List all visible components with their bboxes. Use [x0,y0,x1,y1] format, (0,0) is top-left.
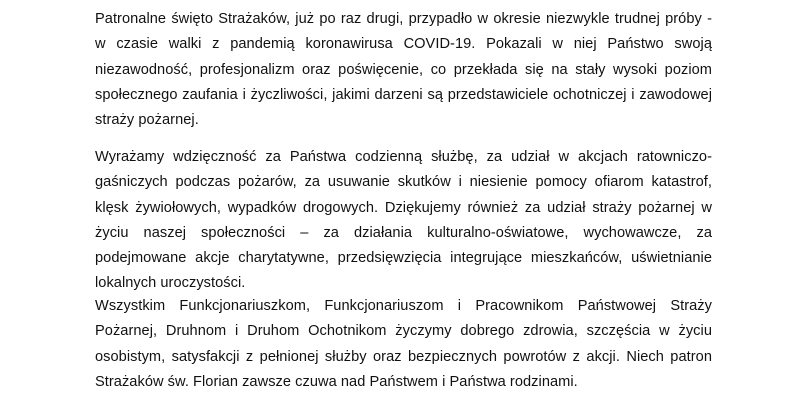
paragraph-2: Wyrażamy wdzięczność za Państwa codzienną służbę, za udział w akcjach ratowniczo-gaśniczych podczas pożarów, za usuwanie skutków i niesienie pomocy ofiarom katastrof, klęsk żywiołowych, wypadków drogowych. Dziękujemy również za udział straży pożarnej w życiu naszej społeczności – za działania kulturalno-oświatowe, wychowawcze, za podejmowane akcje charytatywne, przedsięwzięcia integrujące mieszkańców, uświetnianie lokalnych uroczystości. [95,149,712,292]
paragraph-1: Patronalne święto Strażaków, już po raz drugi, przypadło w okresie niezwykle trudnej próby - w czasie walki z pandemią koronawirusa COVID-19. Pokazali w niej Państwo swoją niezawodność, profesjonalizm oraz poświęcenie, co przekłada się na stały wysoki poziom społecznego zaufania i życzliwości, jakimi darzeni są przedstawiciele ochotniczej i zawodowej straży pożarnej. [95,11,712,129]
paragraph-3: Wszystkim Funkcjonariuszkom, Funkcjonariuszom i Pracownikom Państwowej Straży Pożarnej, Druhnom i Druhom Ochotnikom życzymy dobrego zdrowia, szczęścia w życiu osobistym, satysfakcji z pełnionej służby oraz bezpiecznych powrotów z akcji. Niech patron Strażaków św. Florian zawsze czuwa nad Państwem i Państwa rodzinami. [95,298,712,390]
